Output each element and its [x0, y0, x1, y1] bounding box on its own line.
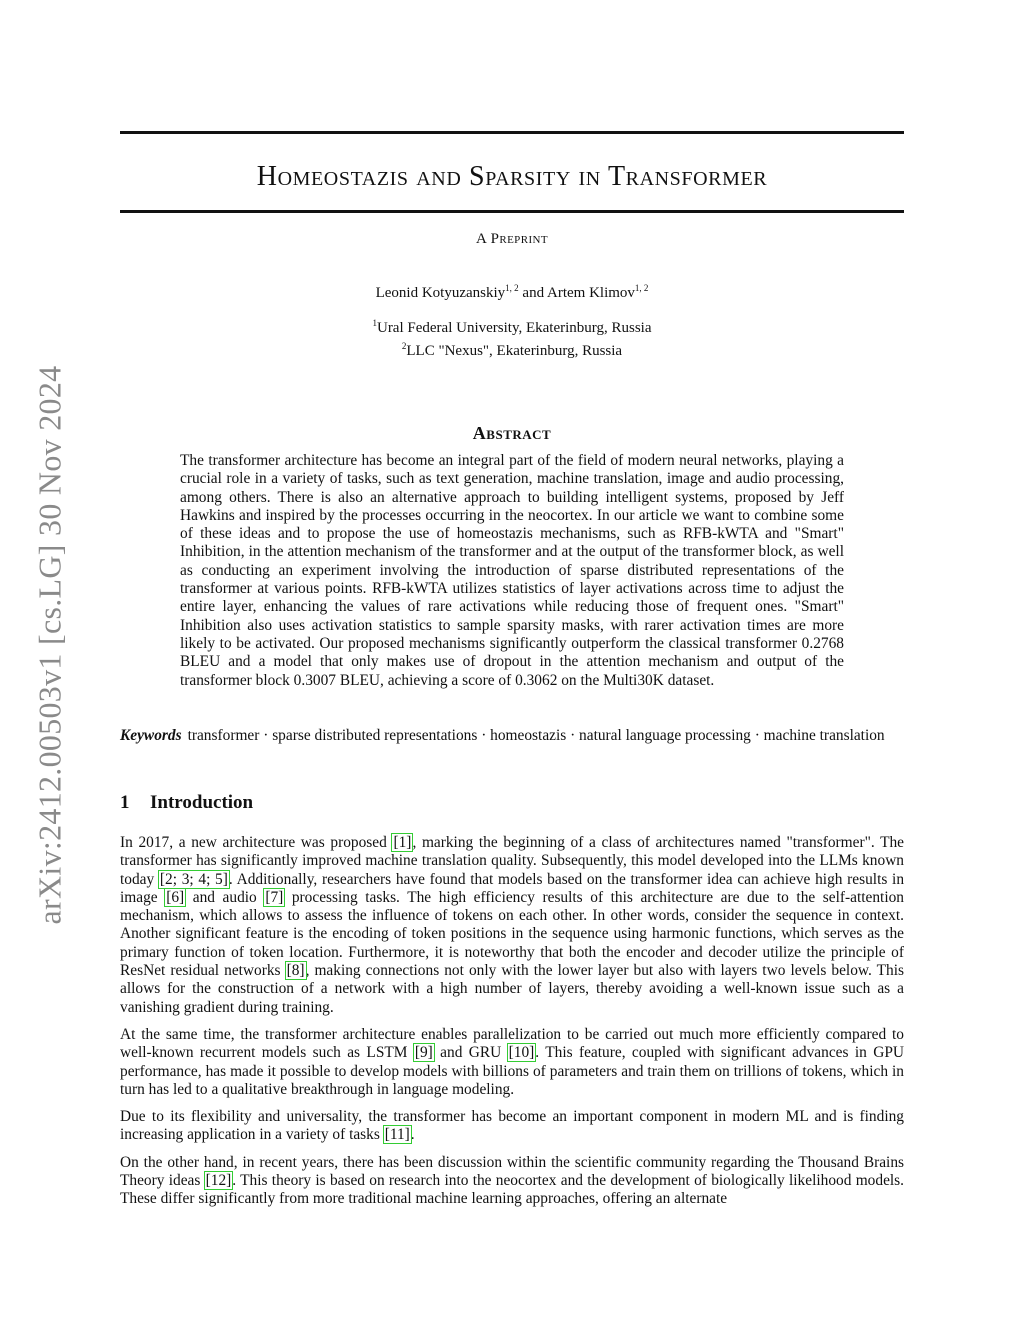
citation-link[interactable]: [7]	[265, 888, 284, 906]
keywords-line	[120, 727, 904, 745]
affiliation-mark: 2	[401, 341, 407, 351]
paragraph	[120, 1154, 904, 1209]
title-bottom-rule	[120, 210, 904, 213]
paragraph	[120, 834, 904, 1017]
title-word-1-cap: H	[256, 161, 278, 192]
citation-link[interactable]: [9]	[414, 1044, 433, 1062]
author-affiliation-marks: 1, 2	[634, 283, 649, 293]
title-word-4: in	[578, 161, 601, 192]
arxiv-side-stamp: arXiv:2412.00503v1 [cs.LG] 30 Nov 2024	[31, 365, 68, 925]
paragraph-text: , marking the beginning of a class of architectures named "transformer". The transformer has significantly improved machine translation quality. Subsequently, this model developed into the LLMs known today	[120, 834, 904, 888]
title-word-2: and	[416, 161, 462, 192]
paragraph	[120, 1026, 904, 1099]
paper-title	[120, 160, 904, 194]
title-word-5-cap: T	[607, 161, 626, 192]
citation-link[interactable]: [1]	[393, 834, 412, 851]
title-word-3-rest: parsity	[485, 161, 571, 192]
title-word-5-rest: ransformer	[625, 161, 768, 192]
affiliation-mark: 1	[372, 318, 377, 328]
title-top-rule	[120, 131, 904, 134]
section-number: 1	[120, 792, 130, 813]
affiliation-text: LLC "Nexus", Ekaterinburg, Russia	[406, 343, 623, 359]
keywords-text: transformer · sparse distributed representations · homeostazis · natural language processing · machine translation	[187, 727, 885, 744]
paragraph-text: Due to its flexibility and universality, the transformer has become an important component in modern ML and is finding increasing application in a variety of tasks	[120, 1108, 904, 1144]
author-name: Leonid Kotyuzanskiy	[375, 285, 506, 301]
section-title: Introduction	[150, 792, 254, 813]
paragraph-text: processing tasks. The high efficiency results of this architecture are due to the self-attention mechanism, which allows to assess the influence of tokens on each other. In other words, consider the sequence in context. Another significant feature is the encoding of token positions in the sequence using harmonic functions, which serves as the primary function of token location. Furthermore, it is noteworthy that both the encoder and decoder utilize the principle of ResNet residual networks	[120, 888, 905, 980]
paragraph-text: . Additionally, researchers have found that models based on the transformer idea can achieve high results in image	[120, 870, 905, 906]
citation-link[interactable]: [12]	[205, 1172, 232, 1190]
citation-link[interactable]: [8]	[286, 962, 305, 980]
introduction-body	[120, 834, 904, 1218]
paragraph-text: and audio	[185, 888, 265, 906]
preprint-label: A Preprint	[476, 231, 548, 247]
citation-link[interactable]: [10]	[508, 1044, 535, 1062]
paragraph-text: .	[410, 1126, 415, 1144]
author-name: Artem Klimov	[547, 285, 635, 301]
paragraph-text: , making connections not only with the lower layer but also with layers two levels below. This allows for the construction of a network with a high number of layers, thereby avoiding a well-known issue such as a vanishing gradient during training.	[120, 962, 904, 1016]
paragraph-text: and GRU	[433, 1044, 508, 1062]
paragraph-text: . This feature, coupled with significant advances in GPU performance, has made it possible to develop models with billions of parameters and train them on trillions of tokens, which in turn has led to a qualitative breakthrough in language modeling.	[120, 1044, 904, 1098]
citation-link[interactable]: [6]	[166, 888, 185, 906]
author-joiner: and	[518, 285, 547, 301]
section-heading	[120, 792, 253, 814]
keywords-label: Keywords	[120, 727, 182, 744]
title-word-1-rest: omeostazis	[277, 161, 409, 192]
affiliation-line	[120, 314, 904, 337]
affiliation-line	[120, 337, 904, 360]
paragraph-text: . This theory is based on research into the neocortex and the development of biologically likelihood models. These differ significantly from more traditional machine learning approaches, offering an alternate	[120, 1172, 905, 1208]
paragraph	[120, 1108, 904, 1145]
paragraph-text: At the same time, the transformer architecture enables parallelization to be carried out much more efficiently compared to well-known recurrent models such as LSTM	[120, 1025, 904, 1062]
citation-link[interactable]: [2; 3; 4; 5]	[159, 870, 228, 888]
author-line	[120, 283, 904, 302]
abstract-heading: Abstract	[472, 423, 552, 443]
title-word-3-cap: S	[469, 161, 486, 192]
affiliation-text: Ural Federal University, Ekaterinburg, Russia	[376, 320, 652, 336]
paragraph-text: On the other hand, in recent years, there has been discussion within the scientific community regarding the Thousand Brains Theory ideas	[120, 1153, 904, 1190]
citation-link[interactable]: [11]	[384, 1126, 410, 1144]
author-affiliation-marks: 1, 2	[505, 283, 519, 293]
abstract-text: The transformer architecture has become an integral part of the field of modern neural networks, playing a crucial role in a variety of tasks, such as text generation, machine translation, image and audio processing, among others. There is also an alternative approach to building intelligent systems, proposed by Jeff Hawkins and inspired by the processes occurring in the neocortex. In our article we want to combine some of these ideas and to propose the use of homeostazis mechanisms, such as RFB-kWTA and "Smart" Inhibition, in the attention mechanism of the transformer and at the output of the transformer block, as well as conducting an experiment involving the introduction of sparse distributed representations of the transformer at various points. RFB-kWTA utilizes statistics of layer activations across time to adjust the entire layer, enhancing the values of rare activations while reducing those of frequent ones. "Smart" Inhibition also uses activation statistics to sample sparsity masks, with rarer activation times are more likely to be activated. Our proposed mechanisms significantly outperform the classical transformer 0.2768 BLEU and a model that only makes use of dropout in the attention mechanism and output of the transformer block 0.3007 BLEU, achieving a score of 0.3062 on the Multi30K dataset.	[180, 452, 844, 689]
paragraph-text: In 2017, a new architecture was proposed	[120, 834, 393, 851]
affiliations	[120, 314, 904, 360]
